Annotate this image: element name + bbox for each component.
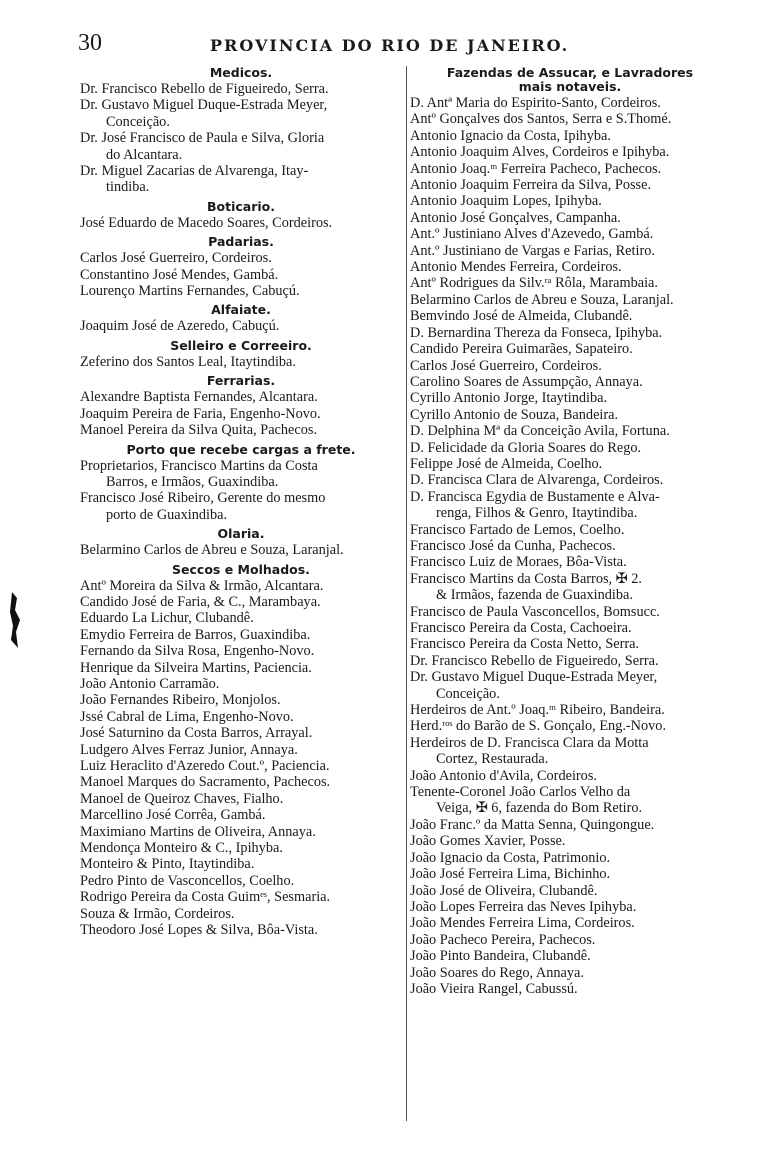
entry-line: Henrique da Silveira Martins, Paciencia.	[80, 659, 312, 676]
right-column	[410, 62, 730, 997]
entry-line: Eduardo La Lichur, Clubandê.	[80, 610, 254, 627]
entry-line: Cyrillo Antonio de Souza, Bandeira.	[410, 406, 619, 423]
entry-line: Joaquim Pereira de Faria, Engenho-Novo.	[80, 405, 321, 422]
section-heading-ferrarias: Ferrarias.	[206, 373, 276, 389]
entry-line: Antonio Ignacio da Costa, Ipihyba.	[410, 127, 611, 144]
entry-line: Dr. Francisco Rebello de Figueiredo, Serra.	[80, 81, 329, 97]
section-heading-seccos: Seccos e Molhados.	[172, 561, 310, 577]
entry-line: João Mendes Ferreira Lima, Cordeiros.	[410, 915, 635, 932]
entry-line: Manoel Marques do Sacramento, Pachecos.	[80, 774, 331, 791]
entry-line: João Pinto Bandeira, Clubandê.	[410, 948, 591, 965]
entry-line: D. Bernardina Thereza da Fonseca, Ipihyba.	[410, 324, 663, 341]
entry-line: Antonio Mendes Ferreira, Cordeiros.	[410, 259, 622, 276]
entry-line: Ludgero Alves Ferraz Junior, Annaya.	[80, 741, 298, 758]
section-heading-padarias: Padarias.	[208, 234, 274, 250]
entry-line: Theodoro José Lopes & Silva, Bôa-Vista.	[80, 922, 318, 939]
entry-line: João Soares do Rego, Annaya.	[410, 964, 584, 981]
entry-line: Zeferino dos Santos Leal, Itaytindiba.	[80, 353, 296, 370]
page-header	[78, 28, 598, 58]
entry-line: Veiga, ✠ 6, fazenda do Bom Retiro.	[436, 800, 643, 817]
entry-line: Cortez, Restaurada.	[436, 751, 549, 768]
section-heading-boticario: Boticario.	[206, 198, 275, 214]
entry-line: João Franc.º da Matta Senna, Quingongue.	[410, 816, 655, 833]
entry-line: D. Delphina Mª da Conceição Avila, Fortuna.	[410, 423, 670, 440]
entry-line: João Pacheco Pereira, Pachecos.	[410, 931, 596, 948]
entry-line: Manoel de Queiroz Chaves, Fialho.	[80, 790, 284, 807]
entry-line: Antonio Joaquim Lopes, Ipihyba.	[410, 193, 602, 210]
entry-line: Lourenço Martins Fernandes, Cabuçú.	[80, 283, 300, 300]
entry-line: Maximiano Martins de Oliveira, Annaya.	[80, 823, 316, 840]
entry-line: João José Ferreira Lima, Bichinho.	[410, 866, 611, 883]
entry-line: Antonio Joaquim Alves, Cordeiros e Ipihyba.	[410, 144, 670, 161]
section-heading-selleiro: Selleiro e Correeiro.	[170, 337, 312, 353]
entry-line: Ant.º Justiniano de Vargas e Farias, Retiro.	[410, 242, 655, 259]
entry-line: Constantino José Mendes, Gambá.	[80, 266, 279, 283]
entry-line: José Eduardo de Macedo Soares, Cordeiros.	[80, 214, 333, 231]
entry-line: Carolino Soares de Assumpção, Annaya.	[410, 373, 643, 390]
entry-line: José Saturnino da Costa Barros, Arrayal.	[80, 725, 313, 742]
entry-line: D. Felicidade da Gloria Soares do Rego.	[410, 439, 642, 456]
entry-line: Conceição.	[106, 113, 170, 130]
entry-line: Belarmino Carlos de Abreu e Souza, Laranjal.	[410, 291, 674, 308]
entry-line: Bemvindo José de Almeida, Clubandê.	[410, 308, 633, 325]
entry-line: Emydio Ferreira de Barros, Guaxindiba.	[80, 626, 311, 643]
entry-line: Marcellino José Corrêa, Gambá.	[80, 807, 266, 824]
entry-line: Manoel Pereira da Silva Quita, Pachecos.	[80, 422, 318, 439]
entry-line: Jssé Cabral de Lima, Engenho-Novo.	[80, 708, 294, 725]
page-number: 30	[78, 30, 102, 56]
entry-line: Herd.ʳᵒˢ do Barão de S. Gonçalo, Eng.-Novo.	[410, 718, 667, 735]
entry-line: Dr. Gustavo Miguel Duque-Estrada Meyer,	[80, 97, 328, 114]
entry-line: Ant.º Justiniano Alves d'Azevedo, Gambá.	[410, 226, 654, 243]
entry-line: & Irmãos, fazenda de Guaxindiba.	[436, 587, 633, 604]
entry-line: Herdeiros de D. Francisca Clara da Motta	[410, 734, 649, 751]
entry-line: Carlos José Guerreiro, Cordeiros.	[410, 357, 602, 374]
entry-line: Antº Rodrigues da Silv.ʳᵃ Rôla, Marambaia.	[410, 275, 658, 292]
entry-line: Felippe José de Almeida, Coelho.	[410, 455, 603, 472]
entry-line: João Fernandes Ribeiro, Monjolos.	[80, 692, 281, 709]
entry-line: Cyrillo Antonio Jorge, Itaytindiba.	[410, 390, 608, 407]
entry-line: D. Antª Maria do Espirito-Santo, Cordeiros.	[410, 95, 661, 111]
running-title: PROVINCIA DO RIO DE JANEIRO.	[210, 36, 570, 55]
entry-line: Antonio José Gonçalves, Campanha.	[410, 209, 621, 226]
entry-line: Herdeiros de Ant.º Joaq.ᵐ Ribeiro, Bandeira.	[410, 702, 665, 719]
entry-line: João Lopes Ferreira das Neves Ipihyba.	[410, 898, 637, 915]
entry-line: Francisco Pereira da Costa, Cachoeira.	[410, 620, 632, 636]
entry-line: Antº Moreira da Silva & Irmão, Alcantara.	[80, 577, 324, 594]
entry-line: João Gomes Xavier, Posse.	[410, 833, 566, 850]
entry-line: Pedro Pinto de Vasconcellos, Coelho.	[80, 872, 295, 889]
section-heading-fazendas: Fazendas de Assucar, e Lavradores	[446, 65, 694, 80]
entry-line: Fernando da Silva Rosa, Engenho-Novo.	[80, 643, 315, 660]
entry-line: João Antonio d'Avila, Cordeiros.	[410, 767, 597, 784]
entry-line: tindiba.	[106, 179, 150, 196]
entry-line: D. Francisca Egydia de Bustamente e Alva-	[410, 488, 660, 505]
section-heading-alfaiate: Alfaiate.	[211, 302, 271, 318]
entry-line: Alexandre Baptista Fernandes, Alcantara.	[80, 389, 318, 406]
entry-line: Dr. Gustavo Miguel Duque-Estrada Meyer,	[410, 669, 658, 686]
entry-line: Francisco José Ribeiro, Gerente do mesmo	[80, 490, 326, 507]
entry-line: Barros, e Irmãos, Guaxindiba.	[106, 473, 279, 490]
entry-line: Francisco Pereira da Costa Netto, Serra.	[410, 636, 640, 653]
entry-line: João Vieira Rangel, Cabussú.	[410, 980, 578, 997]
entry-line: renga, Filhos & Genro, Itaytindiba.	[436, 505, 638, 522]
entry-line: Dr. Miguel Zacarias de Alvarenga, Itay-	[80, 163, 309, 180]
entry-line: Dr. José Francisco de Paula e Silva, Gloria	[80, 130, 325, 147]
entry-line: Francisco Martins da Costa Barros, ✠ 2.	[410, 570, 642, 587]
entry-line: Joaquim José de Azeredo, Cabuçú.	[80, 318, 280, 335]
entry-line: porto de Guaxindiba.	[106, 506, 228, 523]
entry-line: Conceição.	[436, 685, 500, 702]
entry-line: Souza & Irmão, Cordeiros.	[80, 905, 235, 922]
entry-line: Carlos José Guerreiro, Cordeiros.	[80, 250, 272, 267]
entry-line: Proprietarios, Francisco Martins da Costa	[80, 457, 318, 474]
entry-line: Antonio Joaq.ᵐ Ferreira Pacheco, Pachecos.	[410, 160, 662, 177]
entry-line: Antonio Joaquim Ferreira da Silva, Posse.	[410, 177, 652, 194]
entry-line: Mendonça Monteiro & C., Ipihyba.	[80, 840, 283, 857]
entry-line: do Alcantara.	[106, 146, 183, 163]
entry-line: João Ignacio da Costa, Patrimonio.	[410, 849, 611, 866]
entry-line: Antº Gonçalves dos Santos, Serra e S.Thomé.	[410, 111, 672, 128]
ink-blot-mark	[8, 590, 22, 650]
entry-line: Rodrigo Pereira da Costa Guimᵉˢ, Sesmaria.	[80, 889, 331, 906]
entry-line: Candido Pereira Guimarães, Sapateiro.	[410, 341, 633, 358]
left-column	[80, 62, 402, 938]
entry-line: Monteiro & Pinto, Itaytindiba.	[80, 856, 255, 873]
section-heading-porto: Porto que recebe cargas a frete.	[126, 441, 356, 457]
section-heading-fazendas-cont: mais notaveis.	[518, 79, 622, 94]
section-heading-medicos: Medicos.	[209, 65, 273, 80]
entry-line: João Antonio Carramão.	[80, 675, 220, 692]
entry-line: Francisco José da Cunha, Pachecos.	[410, 537, 616, 554]
entry-line: Dr. Francisco Rebello de Figueiredo, Serra.	[410, 652, 659, 669]
entry-line: Tenente-Coronel João Carlos Velho da	[410, 784, 631, 801]
entry-line: Francisco Luiz de Moraes, Bôa-Vista.	[410, 554, 627, 571]
entry-line: Candido José de Faria, & C., Marambaya.	[80, 593, 321, 610]
entry-line: Francisco de Paula Vasconcellos, Bomsucc.	[410, 603, 660, 620]
entry-line: Francisco Fartado de Lemos, Coelho.	[410, 521, 625, 538]
entry-line: Luiz Heraclito d'Azeredo Cout.º, Paciencia.	[80, 758, 330, 774]
entry-line: D. Francisca Clara de Alvarenga, Cordeiros.	[410, 472, 664, 489]
entry-line: João José de Oliveira, Clubandê.	[410, 882, 598, 899]
entry-line: Belarmino Carlos de Abreu e Souza, Laranjal.	[80, 542, 344, 559]
column-divider	[406, 66, 407, 1121]
section-heading-olaria: Olaria.	[217, 526, 265, 542]
